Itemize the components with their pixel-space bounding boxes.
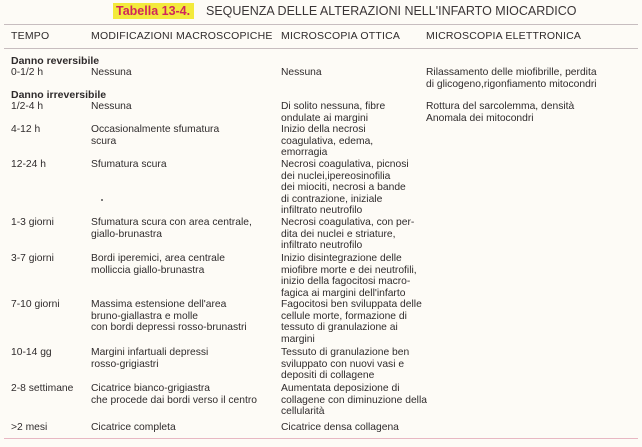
column-header-macroscopic: MODIFICAZIONI MACROSCOPICHE: [91, 30, 273, 42]
table-number-label: Tabella 13-4.: [113, 3, 194, 19]
row-macroscopic: Sfumatura scura con area centrale, giallo-brunastra: [91, 217, 252, 240]
row-time: 3-7 giorni: [11, 253, 54, 264]
row-time: 12-24 h: [11, 159, 46, 170]
row-optical: Inizio della necrosi coagulativa, edema, emorragia: [281, 124, 374, 159]
column-header-row: [0, 30, 642, 46]
row-time: 0-1/2 h: [11, 67, 44, 78]
row-macroscopic: Bordi iperemici, area centrale molliccia giallo-brunastra: [91, 253, 225, 276]
row-optical: Aumentata deposizione di collagene con diminuzione della cellularità: [281, 383, 427, 418]
row-optical: Tessuto di granulazione ben sviluppato con nuovi vasi e depositi di collagene: [281, 347, 410, 382]
row-optical: Di solito nessuna, fibre ondulate ai margini: [281, 101, 386, 124]
row-macroscopic: Nessuna: [91, 101, 132, 112]
row-time: 7-10 giorni: [11, 299, 60, 310]
row-macroscopic: Sfumatura scura: [91, 159, 167, 170]
row-time: 1-3 giorni: [11, 217, 54, 228]
row-optical: Necrosi coagulativa, picnosi dei nuclei,ipereosinofilia dei miociti, necrosi a bande di contrazione, iniziale infiltrato neutrofilo: [281, 159, 409, 217]
row-electron: Rottura del sarcolemma, densità Anomala dei mitocondri: [426, 101, 575, 124]
row-macroscopic: Occasionalmente sfumatura scura: [91, 124, 220, 147]
row-macroscopic: Nessuna: [91, 67, 132, 78]
row-optical: Nessuna: [281, 67, 322, 78]
section-irreversible-label: Danno irreversibile: [11, 89, 107, 101]
header-divider: [4, 48, 638, 49]
section-reversible-label: Danno reversibile: [11, 55, 100, 67]
table-title: SEQUENZA DELLE ALTERAZIONI NELL'INFARTO MIOCARDICO: [206, 4, 577, 18]
row-optical: Cicatrice densa collagena: [281, 422, 399, 433]
row-optical: Fagocitosi ben sviluppata delle cellule morte, formazione di tessuto di granulazione ai margini: [281, 299, 422, 345]
column-header-time: TEMPO: [11, 30, 50, 42]
column-header-optical: MICROSCOPIA OTTICA: [281, 30, 401, 42]
row-macroscopic: Margini infartuali depressi rosso-grigiastri: [91, 347, 209, 370]
row-macroscopic: Massima estensione dell'area bruno-giallastra e molle con bordi depressi rosso-brunastri: [91, 299, 247, 334]
row-optical: Inizio disintegrazione delle miofibre morte e dei neutrofili, inizio della fagocitosi macro- fagica ai margini dell'infarto: [281, 253, 417, 299]
row-time: 4-12 h: [11, 124, 41, 135]
table-title-bar: [0, 0, 642, 22]
bottom-divider: [4, 438, 638, 439]
row-time: >2 mesi: [11, 422, 48, 433]
column-header-electron: MICROSCOPIA ELETTRONICA: [426, 30, 582, 42]
row-time: 10-14 gg: [11, 347, 52, 358]
row-electron: Rilassamento delle miofibrille, perdita di glicogeno,rigonfiamento mitocondri: [426, 67, 597, 90]
scan-speck: [101, 199, 103, 201]
row-optical: Necrosi coagulativa, con per- dita dei nuclei e striature, infiltrato neutrofilo: [281, 217, 415, 252]
top-divider: [4, 24, 638, 25]
row-macroscopic: Cicatrice bianco-grigiastra che procede dai bordi verso il centro: [91, 383, 257, 406]
row-time: 1/2-4 h: [11, 101, 44, 112]
row-macroscopic: Cicatrice completa: [91, 422, 176, 433]
row-time: 2-8 settimane: [11, 383, 74, 394]
